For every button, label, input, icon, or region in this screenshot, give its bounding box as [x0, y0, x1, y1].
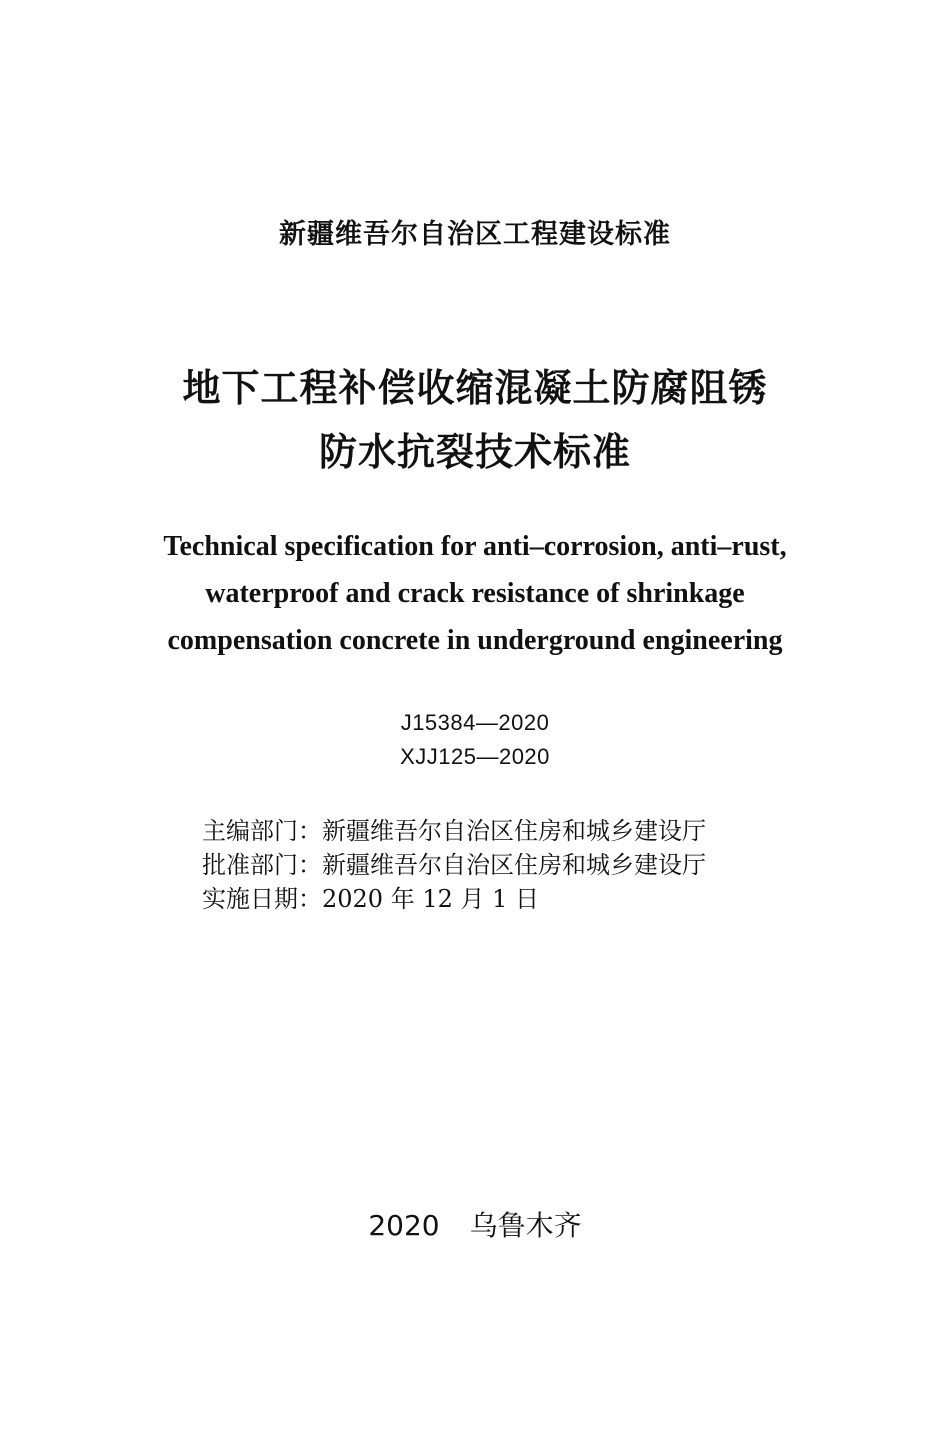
editing-department-value: 新疆维吾尔自治区住房和城乡建设厅 — [322, 817, 706, 845]
standard-number: XJJ125—2020 — [400, 744, 550, 769]
chinese-title-line-2: 防水抗裂技术标准 — [318, 429, 631, 474]
approving-department-value: 新疆维吾尔自治区住房和城乡建设厅 — [322, 851, 706, 879]
publication-city: 乌鲁木齐 — [469, 1209, 582, 1242]
english-title-line-3: compensation concrete in underground engineering — [167, 625, 783, 656]
publication-year: 2020 — [368, 1209, 440, 1242]
editing-department-row — [202, 811, 706, 846]
publication-imprint — [0, 1204, 950, 1244]
effective-date-value: 2020 年 12 月 1 日 — [322, 885, 540, 913]
english-title-line-1: Technical specification for anti–corrosion, anti–rust, — [163, 531, 787, 562]
effective-date-label: 实施日期： — [202, 885, 322, 913]
approving-department-label: 批准部门： — [202, 851, 322, 879]
effective-date-row — [202, 879, 539, 914]
english-title-line-2: waterproof and crack resistance of shrinkage — [205, 578, 745, 609]
chinese-title-line-1: 地下工程补偿收缩混凝土防腐阻锈 — [182, 365, 768, 410]
approving-department-row — [202, 845, 706, 880]
record-number: J15384—2020 — [400, 710, 550, 735]
editing-department-label: 主编部门： — [202, 817, 322, 845]
standard-series-heading: 新疆维吾尔自治区工程建设标准 — [279, 219, 671, 250]
